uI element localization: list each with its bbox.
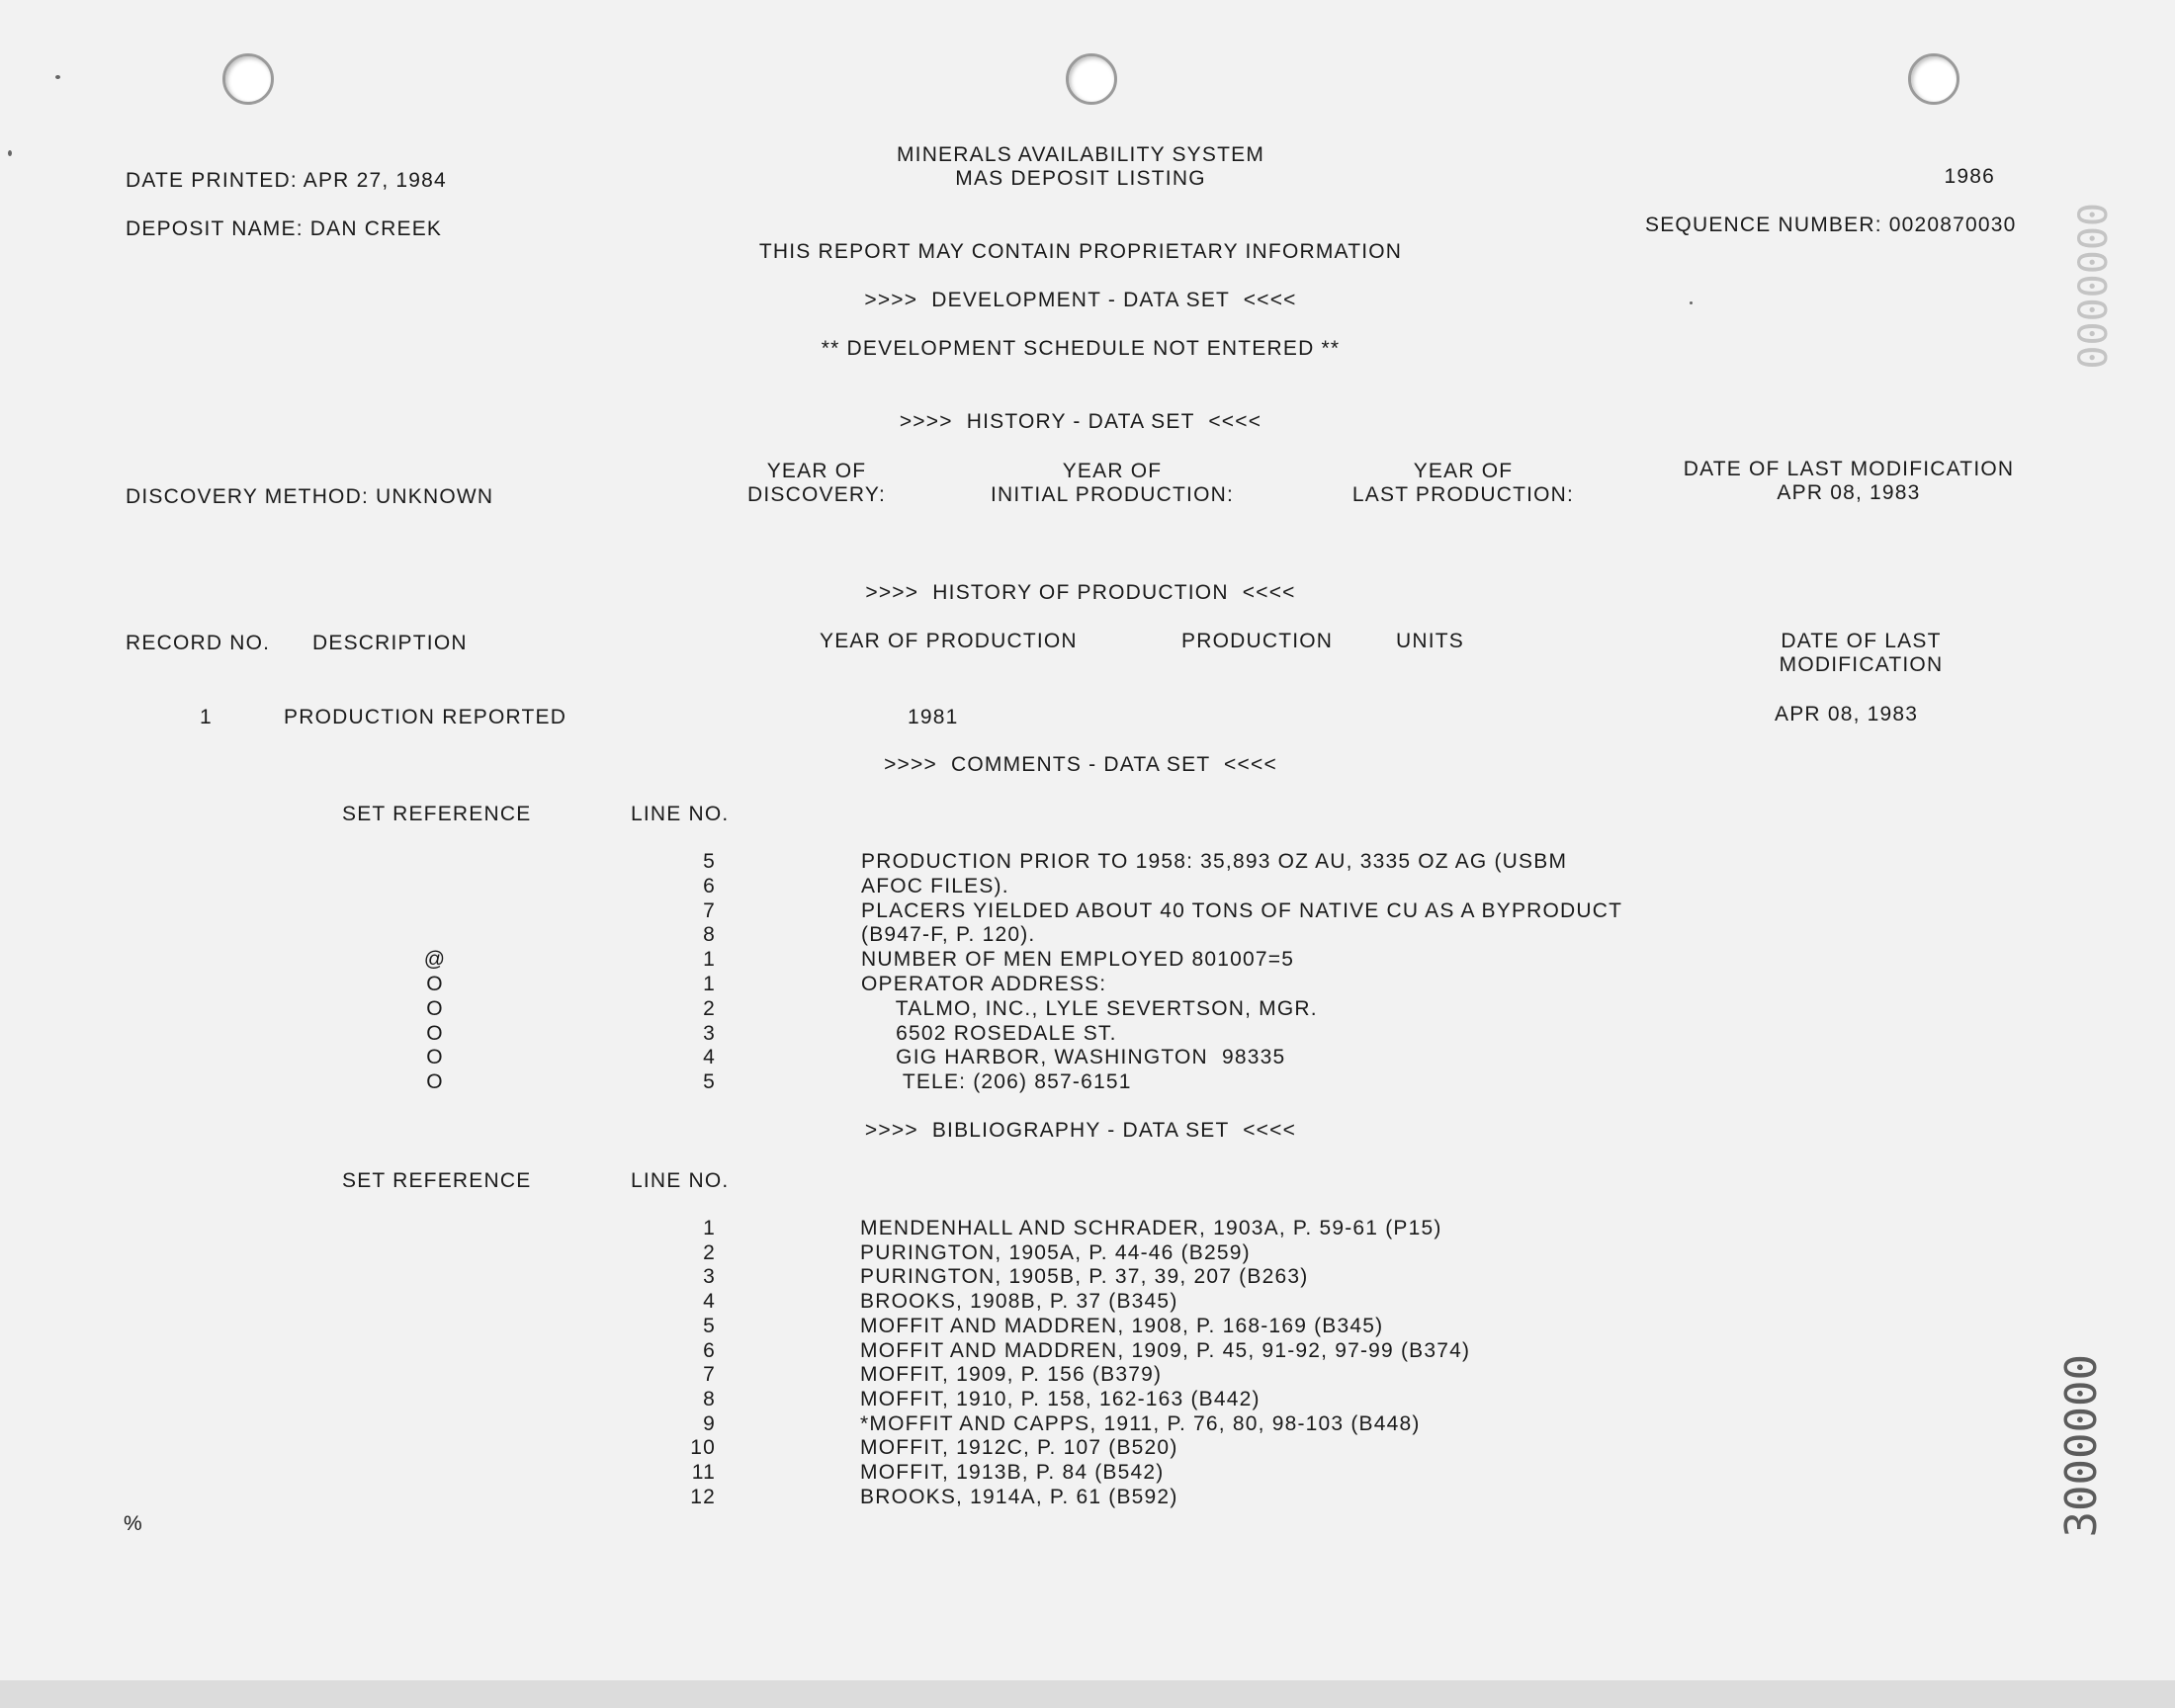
comment-set-reference: @: [423, 948, 447, 972]
speck-mark: [55, 75, 60, 79]
comment-text: PRODUCTION PRIOR TO 1958: 35,893 OZ AU, 3335 OZ AG (USBM: [861, 850, 1568, 873]
comments-heading: >>>> COMMENTS - DATA SET <<<<: [884, 753, 1277, 776]
comment-set-reference: O: [426, 1070, 444, 1094]
year-of-discovery-label-2: DISCOVERY:: [747, 483, 886, 506]
initial-production-label-1: YEAR OF: [1062, 460, 1163, 482]
comment-text: NUMBER OF MEN EMPLOYED 801007=5: [861, 948, 1295, 972]
last-production-label-1: YEAR OF: [1413, 460, 1514, 482]
listing-title: MAS DEPOSIT LISTING: [955, 167, 1206, 190]
bibliography-line-no: 11: [691, 1461, 716, 1484]
col-production: PRODUCTION: [1181, 630, 1334, 652]
comment-set-reference: O: [426, 973, 444, 995]
bibliography-line-no: 4: [703, 1290, 716, 1314]
percent-mark: %: [124, 1512, 143, 1535]
comment-line-no: 1: [703, 973, 716, 995]
comment-set-reference: O: [426, 996, 444, 1020]
comment-line-no: 5: [703, 850, 716, 873]
comment-text: OPERATOR ADDRESS:: [861, 973, 1107, 995]
comment-set-reference: O: [426, 1046, 444, 1069]
production-last-mod: APR 08, 1983: [1775, 703, 1919, 726]
history-last-mod-date: APR 08, 1983: [1777, 481, 1921, 504]
history-heading: >>>> HISTORY - DATA SET <<<<: [899, 410, 1262, 433]
discovery-method: DISCOVERY METHOD: UNKNOWN: [126, 485, 494, 508]
date-printed: DATE PRINTED: APR 27, 1984: [126, 169, 447, 192]
bibliography-text: MOFFIT, 1913B, P. 84 (B542): [860, 1461, 1165, 1484]
bibliography-text: MOFFIT AND MADDREN, 1908, P. 168-169 (B345): [860, 1314, 1384, 1337]
bibliography-line-no: 2: [703, 1240, 716, 1264]
production-description: PRODUCTION REPORTED: [284, 706, 567, 728]
bibliography-text: BROOKS, 1908B, P. 37 (B345): [860, 1290, 1178, 1314]
col-last-mod-1: DATE OF LAST: [1781, 630, 1942, 652]
production-year: 1981: [908, 706, 959, 728]
bibliography-text: MENDENHALL AND SCHRADER, 1903A, P. 59-61 (P15): [860, 1217, 1442, 1239]
production-heading: >>>> HISTORY OF PRODUCTION <<<<: [865, 581, 1296, 604]
comment-line-no: 2: [703, 996, 716, 1020]
last-production-label-2: LAST PRODUCTION:: [1351, 483, 1575, 506]
comment-line-no: 3: [703, 1021, 716, 1045]
comment-line-no: 7: [703, 898, 716, 922]
col-units: UNITS: [1396, 630, 1464, 652]
comments-col-set-reference: SET REFERENCE: [342, 803, 532, 825]
bibliography-line-no: 8: [703, 1387, 716, 1410]
edge-stamp-top: 0000000: [2071, 203, 2117, 370]
comment-text: (B947-F, P. 120).: [861, 923, 1036, 947]
comment-text: TELE: (206) 857-6151: [861, 1070, 1132, 1094]
bibliography-heading: >>>> BIBLIOGRAPHY - DATA SET <<<<: [864, 1119, 1297, 1142]
bibliography-col-set-reference: SET REFERENCE: [342, 1169, 532, 1192]
bibliography-text: PURINGTON, 1905B, P. 37, 39, 207 (B263): [860, 1265, 1309, 1289]
year-of-discovery-label-1: YEAR OF: [766, 460, 867, 482]
bibliography-text: MOFFIT, 1909, P. 156 (B379): [860, 1363, 1163, 1387]
comment-line-no: 1: [703, 948, 716, 972]
comment-text: TALMO, INC., LYLE SEVERTSON, MGR.: [861, 996, 1318, 1020]
bibliography-line-no: 1: [703, 1217, 716, 1239]
punch-hole-left: [222, 53, 274, 105]
initial-production-label-2: INITIAL PRODUCTION:: [990, 483, 1235, 506]
comment-line-no: 6: [703, 874, 716, 897]
development-heading: >>>> DEVELOPMENT - DATA SET <<<<: [864, 289, 1297, 311]
edge-stamp-bottom: 3000000: [2056, 1354, 2107, 1538]
bibliography-line-no: 7: [703, 1363, 716, 1387]
bibliography-line-no: 9: [703, 1411, 716, 1435]
bibliography-text: MOFFIT, 1910, P. 158, 162-163 (B442): [860, 1387, 1261, 1410]
report-year: 1986: [1944, 165, 1995, 188]
bibliography-line-no: 5: [703, 1314, 716, 1337]
bibliography-text: MOFFIT, 1912C, P. 107 (B520): [860, 1436, 1178, 1460]
bibliography-col-line-no: LINE NO.: [631, 1169, 730, 1192]
proprietary-notice: THIS REPORT MAY CONTAIN PROPRIETARY INFORMATION: [758, 240, 1403, 263]
deposit-name: DEPOSIT NAME: DAN CREEK: [126, 217, 443, 240]
comment-line-no: 8: [703, 923, 716, 947]
comment-text: PLACERS YIELDED ABOUT 40 TONS OF NATIVE CU AS A BYPRODUCT: [861, 898, 1623, 922]
system-title: MINERALS AVAILABILITY SYSTEM: [896, 143, 1265, 166]
bibliography-line-no: 3: [703, 1265, 716, 1289]
speck-mark: [8, 150, 12, 156]
comment-text: GIG HARBOR, WASHINGTON 98335: [861, 1046, 1286, 1069]
scan-bottom-edge: [0, 1680, 2175, 1708]
comment-line-no: 4: [703, 1046, 716, 1069]
development-note: ** DEVELOPMENT SCHEDULE NOT ENTERED **: [821, 337, 1341, 360]
sequence-number: SEQUENCE NUMBER: 0020870030: [1645, 214, 2017, 236]
bibliography-text: PURINGTON, 1905A, P. 44-46 (B259): [860, 1240, 1251, 1264]
col-description: DESCRIPTION: [312, 632, 468, 654]
col-record-no: RECORD NO.: [126, 632, 271, 654]
col-year-of-production: YEAR OF PRODUCTION: [820, 630, 1078, 652]
col-last-mod-2: MODIFICATION: [1779, 653, 1944, 676]
bibliography-line-no: 6: [703, 1338, 716, 1362]
bibliography-line-no: 12: [690, 1485, 716, 1508]
comment-text: AFOC FILES).: [861, 874, 1009, 897]
bibliography-text: MOFFIT AND MADDREN, 1909, P. 45, 91-92, 97-99 (B374): [860, 1338, 1471, 1362]
comment-line-no: 5: [703, 1070, 716, 1094]
comment-text: 6502 ROSEDALE ST.: [861, 1021, 1117, 1045]
bibliography-text: BROOKS, 1914A, P. 61 (B592): [860, 1485, 1178, 1508]
bibliography-line-no: 10: [690, 1436, 716, 1460]
history-last-mod-label: DATE OF LAST MODIFICATION: [1683, 458, 2015, 480]
punch-hole-right: [1908, 53, 1959, 105]
comment-set-reference: O: [426, 1021, 444, 1045]
bibliography-text: *MOFFIT AND CAPPS, 1911, P. 76, 80, 98-103 (B448): [860, 1411, 1421, 1435]
speck-mark: [1690, 301, 1693, 304]
comments-col-line-no: LINE NO.: [631, 803, 730, 825]
production-record-no: 1: [200, 706, 213, 728]
punch-hole-center: [1066, 53, 1117, 105]
